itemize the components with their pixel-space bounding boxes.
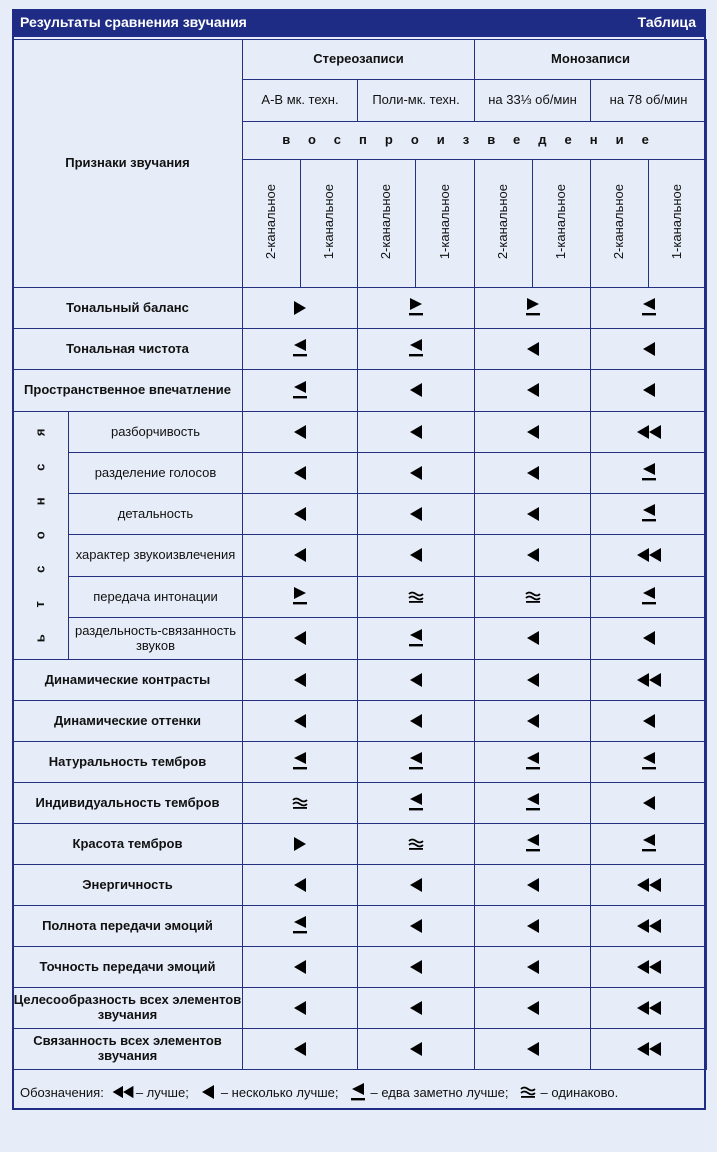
rating-cell xyxy=(475,577,591,618)
legend-barely-better: – едва заметно лучше; xyxy=(370,1084,509,1100)
clarity-group-cell xyxy=(13,412,69,660)
rating-cell xyxy=(475,453,591,494)
rating-cell xyxy=(591,618,707,660)
clarity-letter: н xyxy=(32,497,48,506)
row-label: Динамические оттенки xyxy=(13,701,243,742)
left-arrow-icon xyxy=(518,337,548,361)
left-underlined-arrow-icon xyxy=(345,1080,371,1104)
rating-cell xyxy=(475,865,591,906)
channel-label: 1-канальное xyxy=(553,184,569,260)
double-left-arrow-icon xyxy=(634,1037,664,1061)
rating-cell xyxy=(591,1029,707,1070)
left-arrow-icon xyxy=(518,378,548,402)
rating-cell xyxy=(243,783,358,824)
left-arrow-icon xyxy=(518,709,548,733)
rating-cell xyxy=(243,906,358,947)
legend-somewhat-better: – несколько лучше; xyxy=(220,1084,339,1100)
row-label: раздельность-связанность звуков xyxy=(69,618,243,660)
left-arrow-icon xyxy=(634,626,664,650)
rating-cell xyxy=(243,412,358,453)
row-label: Точность передачи эмоций xyxy=(13,947,243,988)
left-arrow-icon xyxy=(401,1037,431,1061)
rating-cell xyxy=(358,783,475,824)
left-underlined-arrow-icon xyxy=(634,749,664,773)
row-label: Тональная чистота xyxy=(13,329,243,370)
rating-cell xyxy=(475,1029,591,1070)
rating-cell xyxy=(591,577,707,618)
approx-equal-icon xyxy=(515,1080,541,1104)
rating-cell xyxy=(358,288,475,329)
rating-cell xyxy=(243,1029,358,1070)
double-left-arrow-icon xyxy=(634,873,664,897)
channel-header-2 xyxy=(358,160,416,288)
rating-cell xyxy=(243,329,358,370)
row-label: Натуральность тембров xyxy=(13,742,243,783)
rating-cell xyxy=(243,288,358,329)
left-underlined-arrow-icon xyxy=(285,749,315,773)
rating-cell xyxy=(358,577,475,618)
clarity-letter: я xyxy=(32,428,48,437)
rating-cell xyxy=(243,660,358,701)
left-underlined-arrow-icon xyxy=(285,913,315,937)
channel-header-4 xyxy=(475,160,533,288)
legend-same: – одинаково. xyxy=(540,1084,619,1100)
table-row xyxy=(13,412,707,453)
subgroup-78: на 78 об/мин xyxy=(591,80,707,122)
left-underlined-arrow-icon xyxy=(401,626,431,650)
left-arrow-icon xyxy=(518,543,548,567)
left-arrow-icon xyxy=(518,955,548,979)
table-row xyxy=(13,742,707,783)
left-arrow-icon xyxy=(285,502,315,526)
rating-cell xyxy=(358,535,475,577)
approx-equal-icon xyxy=(401,832,431,856)
clarity-letter: с xyxy=(32,463,48,471)
right-arrow-icon xyxy=(285,832,315,856)
table-row xyxy=(13,535,707,577)
row-label: Связанность всех элементов звучания xyxy=(13,1029,243,1070)
channel-label: 2-канальное xyxy=(495,184,511,260)
rating-cell xyxy=(358,412,475,453)
rating-cell xyxy=(591,865,707,906)
row-label: Энергичность xyxy=(13,865,243,906)
clarity-letter: ь xyxy=(32,634,48,643)
mono-group-header: Монозаписи xyxy=(475,40,707,80)
left-underlined-arrow-icon xyxy=(285,336,315,360)
left-arrow-icon xyxy=(401,378,431,402)
left-underlined-arrow-icon xyxy=(634,501,664,525)
rating-cell xyxy=(475,494,591,535)
left-underlined-arrow-icon xyxy=(634,460,664,484)
rating-cell xyxy=(358,947,475,988)
double-left-arrow-icon xyxy=(634,668,664,692)
left-arrow-icon xyxy=(518,626,548,650)
left-arrow-icon xyxy=(634,378,664,402)
rating-cell xyxy=(243,701,358,742)
left-underlined-arrow-icon xyxy=(518,831,548,855)
channel-label: 2-канальное xyxy=(263,184,279,260)
left-underlined-arrow-icon xyxy=(634,295,664,319)
table-row xyxy=(13,947,707,988)
rating-cell xyxy=(358,453,475,494)
rating-cell xyxy=(591,660,707,701)
left-arrow-icon xyxy=(518,1037,548,1061)
rating-cell xyxy=(591,783,707,824)
rating-cell xyxy=(358,618,475,660)
rating-cell xyxy=(591,494,707,535)
left-arrow-icon xyxy=(285,1037,315,1061)
left-arrow-icon xyxy=(401,420,431,444)
left-arrow-icon xyxy=(634,791,664,815)
clarity-letter: о xyxy=(32,531,48,540)
left-arrow-icon xyxy=(518,502,548,526)
rating-cell xyxy=(358,494,475,535)
rating-cell xyxy=(243,865,358,906)
rating-cell xyxy=(591,906,707,947)
rating-cell xyxy=(591,988,707,1029)
row-label: передача интонации xyxy=(69,577,243,618)
left-arrow-icon xyxy=(285,709,315,733)
double-left-arrow-icon xyxy=(634,914,664,938)
rating-cell xyxy=(475,742,591,783)
table-row xyxy=(13,906,707,947)
channel-label: 2-канальное xyxy=(611,184,627,260)
title-bar xyxy=(12,9,706,35)
left-arrow-icon xyxy=(285,996,315,1020)
channel-header-6 xyxy=(591,160,649,288)
rating-cell xyxy=(475,370,591,412)
subgroup-poly: Поли-мк. техн. xyxy=(358,80,475,122)
rating-cell xyxy=(591,824,707,865)
comparison-table xyxy=(12,39,707,1070)
rating-cell xyxy=(358,329,475,370)
rating-cell xyxy=(475,412,591,453)
left-underlined-arrow-icon xyxy=(634,584,664,608)
clarity-letter: т xyxy=(32,600,48,608)
channel-label: 1-канальное xyxy=(436,184,452,260)
left-arrow-icon xyxy=(401,914,431,938)
row-label: детальность xyxy=(69,494,243,535)
row-label: Полнота передачи эмоций xyxy=(13,906,243,947)
row-label: Целесообразность всех элементов звучания xyxy=(13,988,243,1029)
clarity-group-label xyxy=(13,416,68,656)
left-underlined-arrow-icon xyxy=(518,790,548,814)
table-row xyxy=(13,288,707,329)
row-label: Индивидуальность тембров xyxy=(13,783,243,824)
rating-cell xyxy=(358,1029,475,1070)
subgroup-ab: А-В мк. техн. xyxy=(243,80,358,122)
row-label: Тональный баланс xyxy=(13,288,243,329)
double-left-arrow-icon xyxy=(634,996,664,1020)
left-arrow-icon xyxy=(285,543,315,567)
rating-cell xyxy=(475,535,591,577)
legend xyxy=(20,1080,618,1104)
row-label: характер звукоизвлечения xyxy=(69,535,243,577)
left-underlined-arrow-icon xyxy=(285,378,315,402)
left-arrow-icon xyxy=(285,873,315,897)
left-arrow-icon xyxy=(401,668,431,692)
table-row xyxy=(13,370,707,412)
rating-cell xyxy=(243,824,358,865)
rating-cell xyxy=(591,412,707,453)
left-arrow-icon xyxy=(401,502,431,526)
left-underlined-arrow-icon xyxy=(518,749,548,773)
table-body xyxy=(13,40,707,1070)
channel-header-7 xyxy=(649,160,707,288)
left-underlined-arrow-icon xyxy=(401,790,431,814)
rating-cell xyxy=(358,824,475,865)
table-row xyxy=(13,453,707,494)
rating-cell xyxy=(243,370,358,412)
left-arrow-icon xyxy=(634,709,664,733)
channel-label: 2-канальное xyxy=(378,184,394,260)
rating-cell xyxy=(475,824,591,865)
rating-cell xyxy=(243,988,358,1029)
left-arrow-icon xyxy=(401,996,431,1020)
rating-cell xyxy=(591,370,707,412)
table-row xyxy=(13,701,707,742)
double-left-arrow-icon xyxy=(634,420,664,444)
table-row xyxy=(13,783,707,824)
right-arrow-icon xyxy=(285,296,315,320)
left-underlined-arrow-icon xyxy=(401,749,431,773)
left-arrow-icon xyxy=(401,709,431,733)
left-arrow-icon xyxy=(285,668,315,692)
rating-cell xyxy=(243,742,358,783)
approx-equal-icon xyxy=(518,585,548,609)
left-arrow-icon xyxy=(401,955,431,979)
left-underlined-arrow-icon xyxy=(401,336,431,360)
row-label: Динамические контрасты xyxy=(13,660,243,701)
rating-cell xyxy=(475,618,591,660)
left-arrow-icon xyxy=(285,461,315,485)
row-label: Красота тембров xyxy=(13,824,243,865)
rating-cell xyxy=(243,618,358,660)
row-label: Пространственное впечатление xyxy=(13,370,243,412)
rating-cell xyxy=(358,370,475,412)
rating-cell xyxy=(358,660,475,701)
channel-header-5 xyxy=(533,160,591,288)
legend-better: – лучше; xyxy=(135,1084,189,1100)
channel-header-1 xyxy=(301,160,358,288)
rating-cell xyxy=(243,947,358,988)
rating-cell xyxy=(243,535,358,577)
rating-cell xyxy=(358,701,475,742)
channel-label: 1-канальное xyxy=(669,184,685,260)
subgroup-33: на 33⅓ об/мин xyxy=(475,80,591,122)
table-row xyxy=(13,988,707,1029)
rating-cell xyxy=(475,288,591,329)
rating-cell xyxy=(358,906,475,947)
stereo-group-header: Стереозаписи xyxy=(243,40,475,80)
clarity-letter: с xyxy=(32,566,48,574)
left-arrow-icon xyxy=(401,873,431,897)
right-underlined-arrow-icon xyxy=(285,584,315,608)
rating-cell xyxy=(475,947,591,988)
rating-cell xyxy=(591,947,707,988)
double-left-arrow-icon xyxy=(110,1080,136,1104)
rating-cell xyxy=(358,742,475,783)
table-row xyxy=(13,660,707,701)
rating-cell xyxy=(475,988,591,1029)
left-arrow-icon xyxy=(285,626,315,650)
rating-cell xyxy=(243,453,358,494)
left-arrow-icon xyxy=(518,996,548,1020)
right-underlined-arrow-icon xyxy=(518,295,548,319)
approx-equal-icon xyxy=(285,791,315,815)
double-left-arrow-icon xyxy=(634,543,664,567)
left-arrow-icon xyxy=(518,873,548,897)
table-row xyxy=(13,1029,707,1070)
right-underlined-arrow-icon xyxy=(401,295,431,319)
table-row xyxy=(13,824,707,865)
approx-equal-icon xyxy=(401,585,431,609)
rating-cell xyxy=(358,988,475,1029)
left-arrow-icon xyxy=(518,461,548,485)
legend-prefix: Обозначения: xyxy=(20,1084,104,1100)
left-underlined-arrow-icon xyxy=(634,831,664,855)
left-arrow-icon xyxy=(285,420,315,444)
playback-header: воспроизведение xyxy=(243,122,707,160)
rating-cell xyxy=(591,329,707,370)
rating-cell xyxy=(358,865,475,906)
table-row xyxy=(13,577,707,618)
rating-cell xyxy=(475,783,591,824)
table-row xyxy=(13,494,707,535)
rating-cell xyxy=(475,906,591,947)
rating-cell xyxy=(591,742,707,783)
rating-cell xyxy=(591,288,707,329)
left-arrow-icon xyxy=(518,914,548,938)
row-label: разборчивость xyxy=(69,412,243,453)
rating-cell xyxy=(475,701,591,742)
channel-header-0 xyxy=(243,160,301,288)
double-left-arrow-icon xyxy=(634,955,664,979)
rating-cell xyxy=(591,453,707,494)
left-arrow-icon xyxy=(401,461,431,485)
channel-header-3 xyxy=(416,160,475,288)
page-title: Результаты сравнения звучания xyxy=(20,14,247,30)
rating-cell xyxy=(591,535,707,577)
left-arrow-icon xyxy=(634,337,664,361)
rating-cell xyxy=(475,660,591,701)
table-row xyxy=(13,329,707,370)
rating-cell xyxy=(591,701,707,742)
table-row xyxy=(13,618,707,660)
rating-cell xyxy=(475,329,591,370)
table-row xyxy=(13,865,707,906)
left-arrow-icon xyxy=(285,955,315,979)
rating-cell xyxy=(243,494,358,535)
left-arrow-icon xyxy=(195,1080,221,1104)
rating-cell xyxy=(243,577,358,618)
row-label: разделение голосов xyxy=(69,453,243,494)
channel-label: 1-канальное xyxy=(320,184,336,260)
table-label: Таблица xyxy=(637,14,696,30)
left-arrow-icon xyxy=(518,668,548,692)
left-arrow-icon xyxy=(518,420,548,444)
features-column-header: Признаки звучания xyxy=(13,40,243,288)
left-arrow-icon xyxy=(401,543,431,567)
